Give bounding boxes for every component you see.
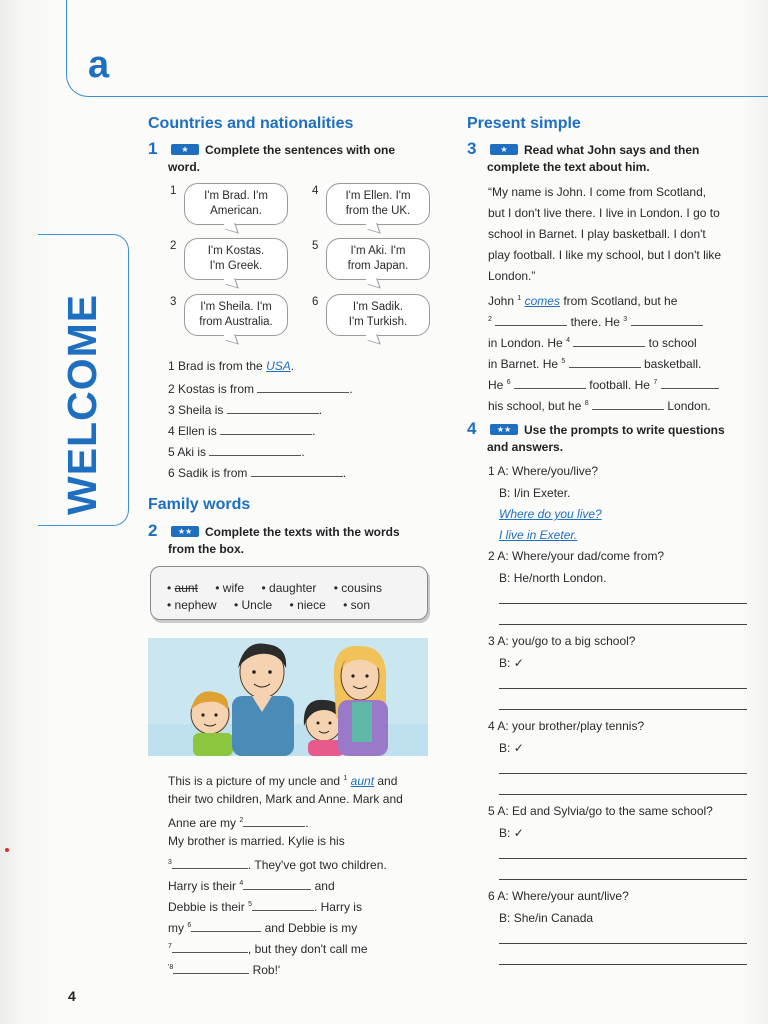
quote-line: school in Barnet. I play basketball. I don't — [488, 227, 706, 241]
sentence-item: 3 Sheila is . — [168, 403, 323, 417]
sentence-item: 2 Kostas is from . — [168, 382, 353, 396]
answer-blank[interactable] — [220, 422, 312, 435]
question-prompt: 4 A: your brother/play tennis? — [488, 719, 645, 733]
exercise-number: 1 — [148, 139, 158, 158]
text-line: John $^1$ comes from Scotland, but he — [488, 294, 678, 308]
exercise-number: 3 — [467, 139, 477, 158]
sentence-item: 4 Ellen is . — [168, 424, 316, 438]
page-number: 4 — [68, 988, 76, 1004]
answer-blank[interactable] — [631, 313, 703, 326]
answer-prompt: B: I/in Exeter. — [499, 486, 571, 500]
answer-blank[interactable] — [514, 376, 586, 389]
answer-text: comes — [524, 294, 560, 308]
answer-blank[interactable] — [573, 334, 645, 347]
answer-blank[interactable] — [243, 877, 311, 890]
answer-blank[interactable] — [243, 814, 305, 827]
text-line: $^2$ there. He $^3$ — [488, 309, 703, 333]
answer-prompt: B: ✓ — [499, 656, 524, 670]
check-icon: ✓ — [513, 826, 524, 840]
word-item: • cousins — [333, 581, 382, 595]
answer-prompt: B: She/in Canada — [499, 911, 594, 925]
text-line: in London. He $^4$ to school — [488, 336, 697, 350]
word-item: • aunt — [167, 581, 198, 595]
answer-blank[interactable] — [251, 464, 343, 477]
section-title-family: Family words — [148, 496, 251, 513]
exercise-instruction: Complete the texts with the words from the box. — [168, 525, 400, 556]
word-item: • niece — [289, 598, 326, 612]
writing-line[interactable] — [499, 943, 747, 944]
exercise-3-header — [467, 139, 747, 176]
exercise-instruction: Complete the sentences with one word. — [168, 143, 396, 174]
writing-line[interactable] — [499, 624, 747, 625]
text-line: in Barnet. He $^5$ basketball. — [488, 357, 702, 371]
bubble-number: 6 — [312, 296, 319, 308]
exercise-instruction: Read what John says and then complete the text about him. — [487, 143, 700, 174]
quote-line: play football. I like my school, but I don't like — [488, 248, 722, 262]
sentence-item: 6 Sadik is from . — [168, 466, 347, 480]
answer-prompt: B: ✓ — [499, 826, 524, 840]
question-prompt: 5 A: Ed and Sylvia/go to the same school? — [488, 804, 713, 818]
writing-line[interactable] — [499, 794, 747, 795]
check-icon: ✓ — [513, 656, 524, 670]
exercise-number: 2 — [148, 521, 158, 540]
exercise-4-header — [467, 419, 747, 456]
answer-blank[interactable] — [569, 355, 641, 368]
bubble-number: 2 — [170, 240, 177, 252]
answer-blank[interactable] — [173, 961, 249, 974]
unit-header-frame — [66, 0, 768, 97]
word-box — [150, 566, 428, 620]
writing-line[interactable] — [499, 964, 747, 965]
text-line: $^{'8}$ Rob!' — [168, 963, 281, 977]
writing-line[interactable] — [499, 709, 747, 710]
bubble-number: 3 — [170, 296, 177, 308]
answer-blank[interactable] — [172, 940, 248, 953]
word-item: • wife — [215, 581, 245, 595]
check-icon: ✓ — [513, 741, 524, 755]
word-item: • nephew — [167, 598, 217, 612]
question-prompt: 2 A: Where/your dad/come from? — [488, 549, 665, 563]
answer-blank[interactable] — [209, 443, 301, 456]
exercise-2-header — [148, 521, 428, 558]
difficulty-stars-icon: ★ — [171, 144, 199, 155]
text-line: He $^6$ football. He $^7$ — [488, 372, 719, 396]
difficulty-stars-icon: ★★ — [171, 526, 199, 537]
answer-prompt: B: He/north London. — [499, 571, 607, 585]
bubble-number: 5 — [312, 240, 319, 252]
answer-blank[interactable] — [252, 898, 314, 911]
writing-line[interactable] — [499, 603, 747, 604]
text-line: my $^6$ and Debbie is my — [168, 921, 358, 935]
unit-letter: a — [88, 44, 110, 86]
text-line: Debbie is their $^5$ . Harry is — [168, 900, 362, 914]
answer-blank[interactable] — [592, 397, 664, 410]
section-title-present-simple: Present simple — [467, 115, 581, 132]
text-line: their two children, Mark and Anne. Mark and — [168, 792, 403, 806]
text-line: his school, but he $^8$ London. — [488, 399, 711, 413]
quote-line: but I don't live there. I live in London. I go to — [488, 206, 720, 220]
bubble-number: 4 — [312, 185, 319, 197]
bubble-number: 1 — [170, 185, 177, 197]
word-item: • daughter — [261, 581, 317, 595]
question-prompt: 1 A: Where/you/live? — [488, 464, 599, 478]
question-prompt: 3 A: you/go to a big school? — [488, 634, 636, 648]
example-answer: I live in Exeter. — [499, 528, 578, 542]
answer-blank[interactable] — [257, 380, 349, 393]
answer-blank[interactable] — [661, 376, 719, 389]
quote-line: London.” — [488, 269, 536, 283]
speech-bubble: I'm Sadik. I'm Turkish. — [326, 294, 430, 336]
answer-blank[interactable] — [227, 401, 319, 414]
sentence-item: 5 Aki is . — [168, 445, 305, 459]
answer-blank[interactable] — [191, 919, 261, 932]
section-title-countries: Countries and nationalities — [148, 115, 354, 132]
word-item: • son — [343, 598, 370, 612]
question-prompt: 6 A: Where/your aunt/live? — [488, 889, 629, 903]
speech-bubble: I'm Brad. I'm American. — [184, 183, 288, 225]
answer-text: USA — [266, 359, 291, 373]
text-line: Harry is their $^4$ and — [168, 879, 335, 893]
writing-line[interactable] — [499, 879, 747, 880]
exercise-1-header — [148, 139, 428, 176]
answer-blank[interactable] — [495, 313, 567, 326]
exercise-instruction: Use the prompts to write questions and answers. — [487, 423, 725, 454]
speech-bubble: I'm Ellen. I'm from the UK. — [326, 183, 430, 225]
speech-bubble: I'm Aki. I'm from Japan. — [326, 238, 430, 280]
speech-bubble: I'm Sheila. I'm from Australia. — [184, 294, 288, 336]
answer-prompt: B: ✓ — [499, 741, 524, 755]
writing-line[interactable] — [499, 858, 747, 859]
text-line: This is a picture of my uncle and $^1$ aunt and — [168, 774, 398, 788]
margin-mark — [5, 848, 9, 852]
answer-blank[interactable] — [172, 856, 248, 869]
writing-line[interactable] — [499, 688, 747, 689]
text-line: Anne are my $^2$ . — [168, 816, 309, 830]
text-line: My brother is married. Kylie is his — [168, 834, 345, 848]
example-answer: Where do you live? — [499, 507, 602, 521]
side-label: WELCOME — [59, 293, 105, 515]
exercise-number: 4 — [467, 419, 477, 438]
difficulty-stars-icon: ★ — [490, 144, 518, 155]
family-illustration — [148, 638, 428, 756]
speech-bubble: I'm Kostas. I'm Greek. — [184, 238, 288, 280]
word-item: • Uncle — [233, 598, 273, 612]
writing-line[interactable] — [499, 773, 747, 774]
text-line: $^7$ , but they don't call me — [168, 942, 368, 956]
text-line: $^3$ . They've got two children. — [168, 858, 387, 872]
answer-text: aunt — [350, 774, 375, 788]
sentence-item: 1 Brad is from the USA. — [168, 359, 295, 373]
difficulty-stars-icon: ★★ — [490, 424, 518, 435]
quote-line: “My name is John. I come from Scotland, — [488, 185, 707, 199]
